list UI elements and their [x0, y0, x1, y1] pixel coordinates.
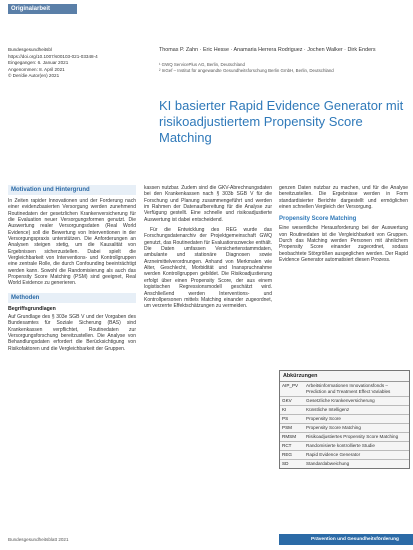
abbreviation-row — [280, 397, 409, 406]
abbreviation-key: REG — [282, 452, 292, 457]
received-date: Eingegangen: 6. Januar 2021 — [8, 60, 69, 66]
abbreviation-row — [280, 406, 409, 415]
footer-journal: Bundesgesundheitsblatt 2021 — [8, 537, 69, 542]
abbreviation-key: RCT — [282, 443, 292, 448]
abbreviations-list — [280, 382, 409, 468]
accepted-date: Angenommen: 8. April 2021 — [8, 66, 65, 72]
basics-paragraph: Auf Grundlage des § 303e SGB V und der Vorgaben des Bundesamtes für Soziale Sicherung (BAS) sind Krankenkassen verpflichtet, Routinedaten zur Versorgungsforschung bereitzustellen. Die Analyse von Behandlungsdaten erfordert die Berücksichtigung von Risikofaktoren und die Vergleichbarkeit der Gruppen. — [8, 313, 136, 352]
abbreviation-key: PSM — [282, 425, 292, 430]
abbreviation-key: SD — [282, 461, 289, 466]
abbreviation-row — [280, 442, 409, 451]
col2-paragraph-1: kassen nutzbar. Zudem sind die GKV-Abrechnungsdaten bei den Krankenkassen nach § 303b SGB V für die Forschung und Planung zusammengeführt und werden im Rahmen der Datenaufbereitung für die Analyse zur Verfügung gestellt. Eine schnelle und risikoadjustierte Auswertung ist dabei entscheidend. — [144, 185, 272, 223]
abbreviation-row — [280, 460, 409, 468]
article-meta — [8, 47, 98, 80]
abbreviation-key: AIP_PV — [282, 383, 299, 388]
article-title: KI basierter Rapid Evidence Generator mit risikoadjustiertem Propensity Score Matching — [159, 98, 404, 145]
abbreviation-value: Arbeitsinformationen Innovationsfonds – Prediction and Treatment Effect Variables — [306, 383, 391, 394]
author-list: Thomas P. Zahn · Eric Hesse · Anamaria Herrera Rodriguez · Jochen Walker · Dirk Enders — [159, 47, 376, 53]
copyright-line: © Der/die Autor(en) 2021 — [8, 73, 60, 79]
abbreviation-value: Randomisierte kontrollierte Studie — [306, 443, 375, 448]
abbreviation-value: Propensity Score — [306, 416, 341, 421]
abbreviation-key: GKV — [282, 398, 292, 403]
abbreviation-value: Risikoadjustiertes Propensity Score Matching — [306, 434, 399, 439]
abbreviation-row — [280, 415, 409, 424]
abbreviation-value: Propensity Score Matching — [306, 425, 361, 430]
abbreviation-row — [280, 382, 409, 397]
column-1 — [8, 185, 136, 352]
abbreviation-row — [280, 451, 409, 460]
affiliation-1: ¹ GWQ ServicePlus AG, Berlin, Deutschland — [159, 62, 245, 67]
abbreviations-heading: Abkürzungen — [280, 371, 409, 382]
abbreviation-value: Künstliche Intelligenz — [306, 407, 350, 412]
propensity-heading: Propensity Score Matching — [279, 216, 357, 223]
doi-link[interactable]: https://doi.org/10.1007/s00103-021-03348-4 — [8, 53, 98, 59]
motivation-paragraph: In Zeiten rapider Innovationen und der Forderung nach einer evidenzbasierten Versorgung werden zunehmend Routinedaten der gesetzlichen Krankenversicherung für die Evaluation neuer Versorgungsformen genutzt. Die Auswertung realer Versorgungsdaten (Real World Evidence) soll die Bewertung von Interventionen in der Versorgungspraxis unterstützen. Die Anforderungen an Analysen steigen stetig, um die Kausalität von Ergebnissen sicherzustellen. Dabei spielt die Vergleichbarkeit von Interventions- und Kontrollgruppen eine zentrale Rolle, die durch Confounding beeinträchtigt werden kann. Sowohl die Randomisierung als auch das Propensity Score Matching (PSM) sind geeignet, Real World Evidence zu generieren. — [8, 198, 136, 287]
abbreviation-value: Standardabweichung — [306, 461, 350, 466]
abbreviation-value: Gesetzliche Krankenversicherung — [306, 398, 375, 403]
article-type-tag: Originalarbeit — [8, 4, 77, 14]
col3-paragraph-2: Eine wesentliche Herausforderung bei der Auswertung von Routinedaten ist die Vergleichbarkeit von Gruppen. Durch das Matching werden Personen mit ähnlichem Propensity Score einander zugeordnet, sodass beobachtete Störgrößen ausgeglichen werden. Der Rapid Evidence Generator automatisiert diesen Prozess. — [279, 225, 408, 264]
col2-paragraph-2: Für die Entwicklung des REG wurde das Forschungsdatenarchiv der Projektgemeinschaft GWQ genutzt, das Routinedaten für Evaluationszwecke enthält. Die Daten umfassen Versichertenstammdaten, ambulante und stationäre Diagnosen sowie Arzneimittelverordnungen. Anhand von Merkmalen wie Alter, Geschlecht, Morbidität und Inanspruchnahme werden Kontrollgruppen gebildet. Die Risikoadjustierung erfolgt über einen Propensity Score, der aus einem logistischen Regressionsmodell geschätzt wird. Anschließend werden Interventions- und Kontrollpersonen mittels Matching einander zugeordnet, um verzerrte Effektschätzungen zu vermeiden. — [144, 227, 272, 310]
methods-heading: Methoden — [8, 293, 136, 303]
abbreviations-box — [279, 370, 410, 469]
abbreviation-row — [280, 433, 409, 442]
motivation-heading: Motivation und Hintergrund — [8, 185, 136, 195]
basics-subheading: Begriffsgrundlagen — [8, 305, 56, 312]
abbreviation-row — [280, 424, 409, 433]
column-3 — [279, 185, 408, 263]
col3-paragraph-1: genzen Daten nutzbar zu machen, und für die Analyse bereitzustellen. Die Ergebnisse werden in Form standardisierter Berichte dargestellt und ermöglichen einen schnellen Vergleich der Versorgung. — [279, 185, 408, 211]
abbreviation-key: KI — [282, 407, 287, 412]
footer-section-label: Prävention und Gesundheitsförderung — [279, 534, 413, 545]
affiliation-2: ² InGef – Institut für angewandte Gesundheitsforschung Berlin GmbH, Berlin, Deutschland — [159, 68, 334, 73]
journal-line: Bundesgesundheitsbl — [8, 47, 52, 52]
abbreviation-value: Rapid Evidence Generator — [306, 452, 361, 457]
abbreviation-key: RMSM — [282, 434, 297, 439]
column-2 — [144, 185, 272, 310]
abbreviation-key: PS — [282, 416, 289, 421]
